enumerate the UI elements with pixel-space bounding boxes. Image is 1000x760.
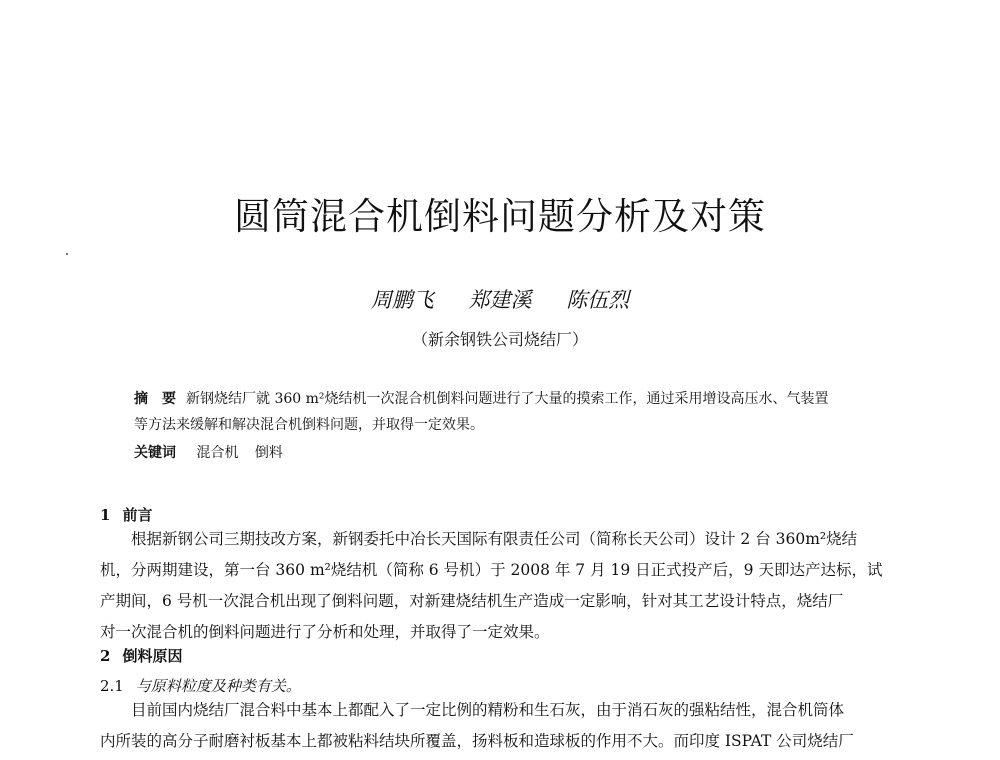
section-2-heading <box>100 645 182 666</box>
paragraph-1-line-2: 机，分两期建设，第一台 360 m²烧结机（简称 6 号机）于 2008 年 7 月 19 日正式投产后，9 天即达产达标，试 <box>100 561 883 579</box>
section-2-1-heading <box>100 675 301 696</box>
section-1-heading <box>100 504 152 525</box>
section-2-1-title: 与原料粒度及种类有关。 <box>135 677 301 695</box>
author-3: 陈伍烈 <box>566 288 630 312</box>
section-2-1-number: 2.1 <box>100 677 124 695</box>
abstract-line-1 <box>120 386 900 412</box>
paragraph-2 <box>100 695 908 757</box>
abstract-label: 摘 要 <box>134 391 176 407</box>
keywords-label: 关键词 <box>134 445 176 461</box>
section-1-title: 前言 <box>122 506 153 524</box>
paragraph-1-line-1: 根据新钢公司三期技改方案，新钢委托中冶长天国际有限责任公司（简称长天公司）设计 2 台 360m²烧结 <box>131 530 858 548</box>
section-1-number: 1 <box>100 506 111 524</box>
keywords <box>134 442 295 462</box>
keyword-1: 混合机 <box>196 445 239 461</box>
section-2-number: 2 <box>100 647 111 665</box>
affiliation: （新余钢铁公司烧结厂） <box>411 330 588 349</box>
paragraph-1 <box>100 524 908 648</box>
author-2: 郑建溪 <box>468 288 532 312</box>
section-2-title: 倒料原因 <box>122 647 183 665</box>
paper-title: 圆筒混合机倒料问题分析及对策 <box>234 195 766 238</box>
scan-speck <box>66 253 68 255</box>
paragraph-1-line-4: 对一次混合机的倒料问题进行了分析和处理，并取得了一定效果。 <box>100 623 550 641</box>
paragraph-1-line-3: 产期间，6 号机一次混合机出现了倒料问题，对新建烧结机生产造成一定影响，针对其工艺设计特点，烧结厂 <box>100 592 844 610</box>
abstract-text-1: 新钢烧结厂就 360 m²烧结机一次混合机倒料问题进行了大量的摸索工作，通过采用增设高压水、气装置 <box>186 391 829 407</box>
author-list <box>0 284 1000 314</box>
abstract <box>120 386 900 438</box>
author-1: 周鹏飞 <box>370 288 434 312</box>
paragraph-2-line-2: 内所装的高分子耐磨衬板基本上都被粘料结块所覆盖，扬料板和造球板的作用不大。而印度 ISPAT 公司烧结厂 <box>100 732 854 750</box>
paragraph-2-line-1: 目前国内烧结厂混合料中基本上都配入了一定比例的精粉和生石灰，由于消石灰的强粘结性，混合机筒体 <box>131 701 845 719</box>
keyword-2: 倒料 <box>254 445 283 461</box>
abstract-line-2: 等方法来缓解和解决混合机倒料问题，并取得一定效果。 <box>134 417 484 433</box>
